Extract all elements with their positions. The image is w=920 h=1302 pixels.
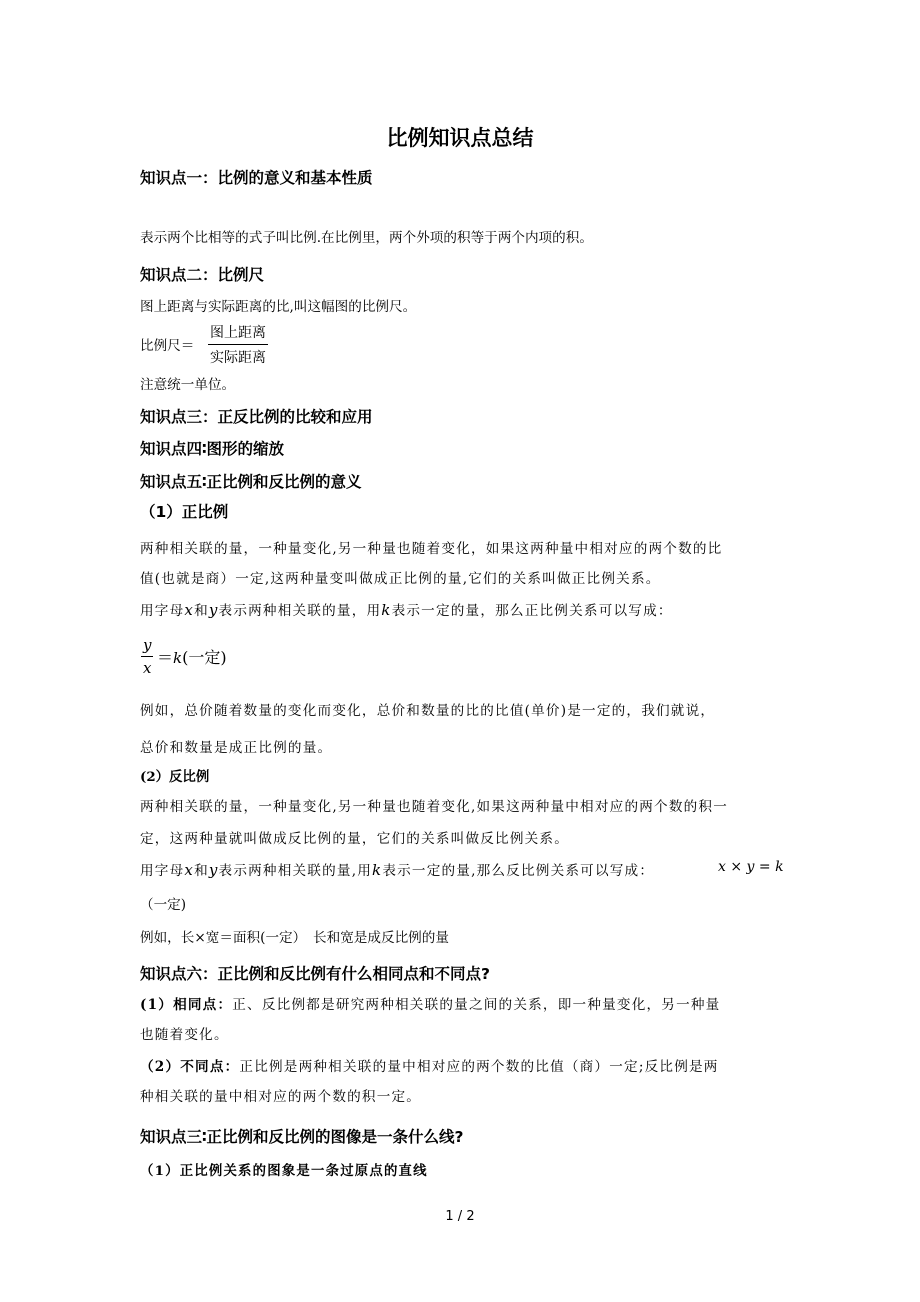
inverse-formula: x × y = k — [718, 859, 784, 875]
equals-sign: ＝ — [157, 648, 174, 667]
similarity-label: (1）相同点： — [140, 997, 233, 1013]
text-segment: 表示两种相关联的量，用 — [218, 603, 382, 619]
section-2-text: 图上距离与实际距离的比,叫这幅图的比例尺。 — [140, 299, 417, 315]
inverse-constant-note: （一定) — [140, 897, 187, 913]
variable-k: k — [381, 601, 392, 619]
inverse-def-line-2: 定，这两种量就叫做成反比例的量，它们的关系叫做反比例关系。 — [140, 831, 570, 847]
page-title: 比例知识点总结 — [386, 126, 534, 150]
variable-k: k — [372, 861, 383, 879]
text-segment: 表示一定的量,那么反比例关系可以写成： — [382, 863, 655, 879]
heading-section-2: 知识点二：比例尺 — [140, 266, 265, 284]
similarity-text: 正、反比例都是研究两种相关联的量之间的关系，即一种量变化，另一种量 — [232, 997, 721, 1013]
variable-x: x — [184, 601, 195, 619]
scale-formula-numerator: 图上距离 — [210, 325, 266, 341]
fraction-bar — [208, 344, 268, 345]
scale-formula-denominator: 实际距离 — [210, 350, 266, 366]
variable-x: x — [184, 861, 195, 879]
inverse-example: 例如，长×宽＝面积(一定） 长和宽是成反比例的量 — [140, 930, 449, 946]
similarity-line-2: 也随着变化。 — [140, 1027, 229, 1043]
text-segment: 和 — [194, 863, 209, 879]
heading-section-4: 知识点四∶图形的缩放 — [140, 440, 285, 458]
scale-formula-lhs: 比例尺＝ — [140, 338, 195, 354]
formula-k: k — [173, 649, 183, 667]
text-segment: 和 — [194, 603, 209, 619]
formula-numerator-y: y — [143, 636, 152, 654]
difference-line-2: 种相关联的量中相对应的两个数的积一定。 — [140, 1089, 422, 1105]
similarity-line-1 — [140, 993, 720, 1013]
formula-constant: (一定) — [182, 648, 227, 667]
section-1-text: 表示两个比相等的式子叫比例.在比例里，两个外项的积等于两个内项的积。 — [140, 230, 593, 246]
heading-section-7: 知识点三∶正比例和反比例的图像是一条什么线? — [140, 1128, 464, 1146]
text-segment: 表示一定的量，那么正比例关系可以写成： — [391, 603, 673, 619]
direct-def-line-2: 值(也就是商）一定,这两种量变叫做成正比例的量,它们的关系叫做正比例关系。 — [140, 571, 661, 587]
difference-label: （2）不同点： — [140, 1059, 240, 1075]
heading-section-5: 知识点五∶正比例和反比例的意义 — [140, 473, 362, 491]
direct-example-line-1: 例如，总价随着数量的变化而变化，总价和数量的比的比值(单价)是一定的，我们就说， — [140, 703, 716, 719]
difference-line-1 — [140, 1055, 719, 1075]
direct-example-line-2: 总价和数量是成正比例的量。 — [140, 740, 333, 756]
text-segment: 表示两种相关联的量,用 — [218, 863, 373, 879]
text-segment: 用字母 — [140, 603, 185, 619]
unit-note: 注意统一单位。 — [140, 377, 236, 393]
direct-def-line-1: 两种相关联的量，一种量变化,另一种量也随着变化，如果这两种量中相对应的两个数的比 — [140, 541, 723, 557]
inverse-proportion-title: (2）反比例 — [140, 769, 210, 785]
variable-y: y — [208, 601, 219, 619]
inverse-def-line-1: 两种相关联的量，一种量变化,另一种量也随着变化,如果这两种量中相对应的两个数的积一 — [140, 799, 728, 815]
text-segment: 用字母 — [140, 863, 185, 879]
page-number: 1 / 2 — [445, 1209, 475, 1224]
direct-letters-line — [140, 599, 673, 619]
direct-proportion-title: （1）正比例 — [140, 503, 229, 521]
fraction-bar — [141, 656, 153, 657]
direct-formula-rhs — [157, 645, 227, 668]
graph-item-1: （1）正比例关系的图象是一条过原点的直线 — [140, 1163, 428, 1179]
heading-section-1: 知识点一：比例的意义和基本性质 — [140, 169, 373, 187]
formula-denominator-x: x — [143, 659, 152, 677]
difference-text: 正比例是两种相关联的量中相对应的两个数的比值（商）一定;反比例是两 — [239, 1059, 719, 1075]
heading-section-3: 知识点三：正反比例的比较和应用 — [140, 408, 373, 426]
heading-section-6: 知识点六：正比例和反比例有什么相同点和不同点? — [140, 965, 490, 983]
direct-formula-fraction — [141, 636, 153, 677]
scale-formula-fraction — [208, 322, 268, 367]
inverse-letters-line — [140, 859, 654, 879]
variable-y: y — [208, 861, 219, 879]
